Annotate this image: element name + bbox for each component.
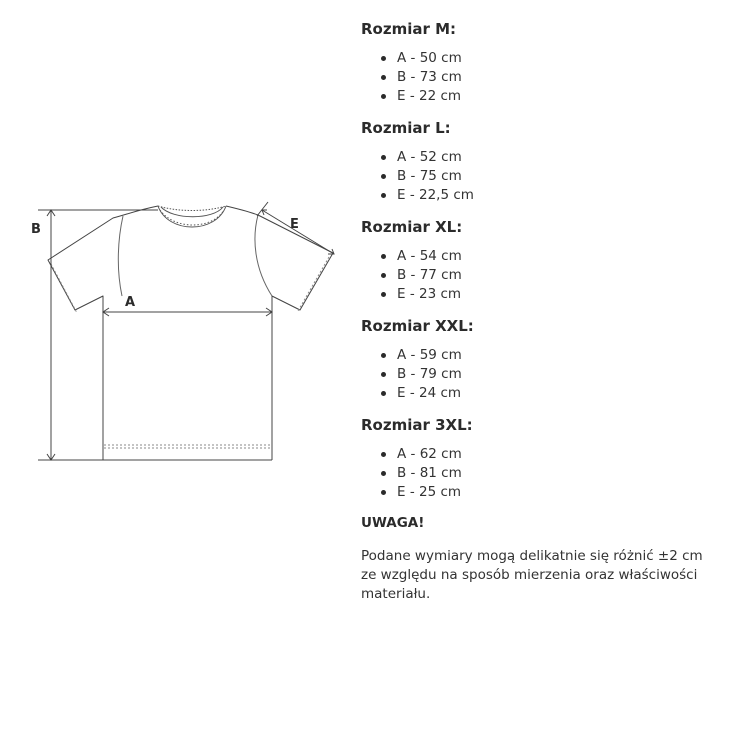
dimension-b-label: B xyxy=(31,222,41,237)
size-l-b: B - 75 cm xyxy=(361,167,716,186)
size-xxl-a: A - 59 cm xyxy=(361,346,716,365)
size-3xl-block xyxy=(361,415,716,502)
note-title: UWAGA! xyxy=(361,515,425,531)
dimension-e-label: E xyxy=(290,217,299,232)
size-l-e: E - 22,5 cm xyxy=(361,186,716,205)
size-l-list xyxy=(361,148,716,205)
size-chart-panel xyxy=(361,19,716,604)
size-3xl-title: Rozmiar 3XL: xyxy=(361,416,473,434)
size-3xl-list xyxy=(361,445,716,502)
size-xl-b: B - 77 cm xyxy=(361,266,716,285)
size-xl-a: A - 54 cm xyxy=(361,247,716,266)
size-xl-e: E - 23 cm xyxy=(361,285,716,304)
size-m-block xyxy=(361,19,716,106)
note-text: Podane wymiary mogą delikatnie się różnić ±2 cm ze względu na sposób mierzenia oraz właściwości materiału. xyxy=(361,548,703,602)
tshirt-outline xyxy=(48,206,333,460)
size-m-b: B - 73 cm xyxy=(361,68,716,87)
size-xxl-b: B - 79 cm xyxy=(361,365,716,384)
size-xl-list xyxy=(361,247,716,304)
dimension-a-label: A xyxy=(125,295,136,310)
size-xxl-list xyxy=(361,346,716,403)
size-xxl-title: Rozmiar XXL: xyxy=(361,317,474,335)
size-m-title: Rozmiar M: xyxy=(361,20,457,38)
size-xl-block xyxy=(361,217,716,304)
size-m-e: E - 22 cm xyxy=(361,87,716,106)
size-l-a: A - 52 cm xyxy=(361,148,716,167)
size-l-title: Rozmiar L: xyxy=(361,119,451,137)
neck-ribbing xyxy=(158,206,226,227)
size-m-a: A - 50 cm xyxy=(361,49,716,68)
dimension-b-line xyxy=(38,210,158,460)
size-xxl-e: E - 24 cm xyxy=(361,384,716,403)
size-3xl-b: B - 81 cm xyxy=(361,464,716,483)
size-3xl-e: E - 25 cm xyxy=(361,483,716,502)
size-xl-title: Rozmiar XL: xyxy=(361,218,463,236)
size-m-list xyxy=(361,49,716,106)
size-xxl-block xyxy=(361,316,716,403)
size-l-block xyxy=(361,118,716,205)
tshirt-measurement-diagram xyxy=(28,198,348,470)
size-3xl-a: A - 62 cm xyxy=(361,445,716,464)
